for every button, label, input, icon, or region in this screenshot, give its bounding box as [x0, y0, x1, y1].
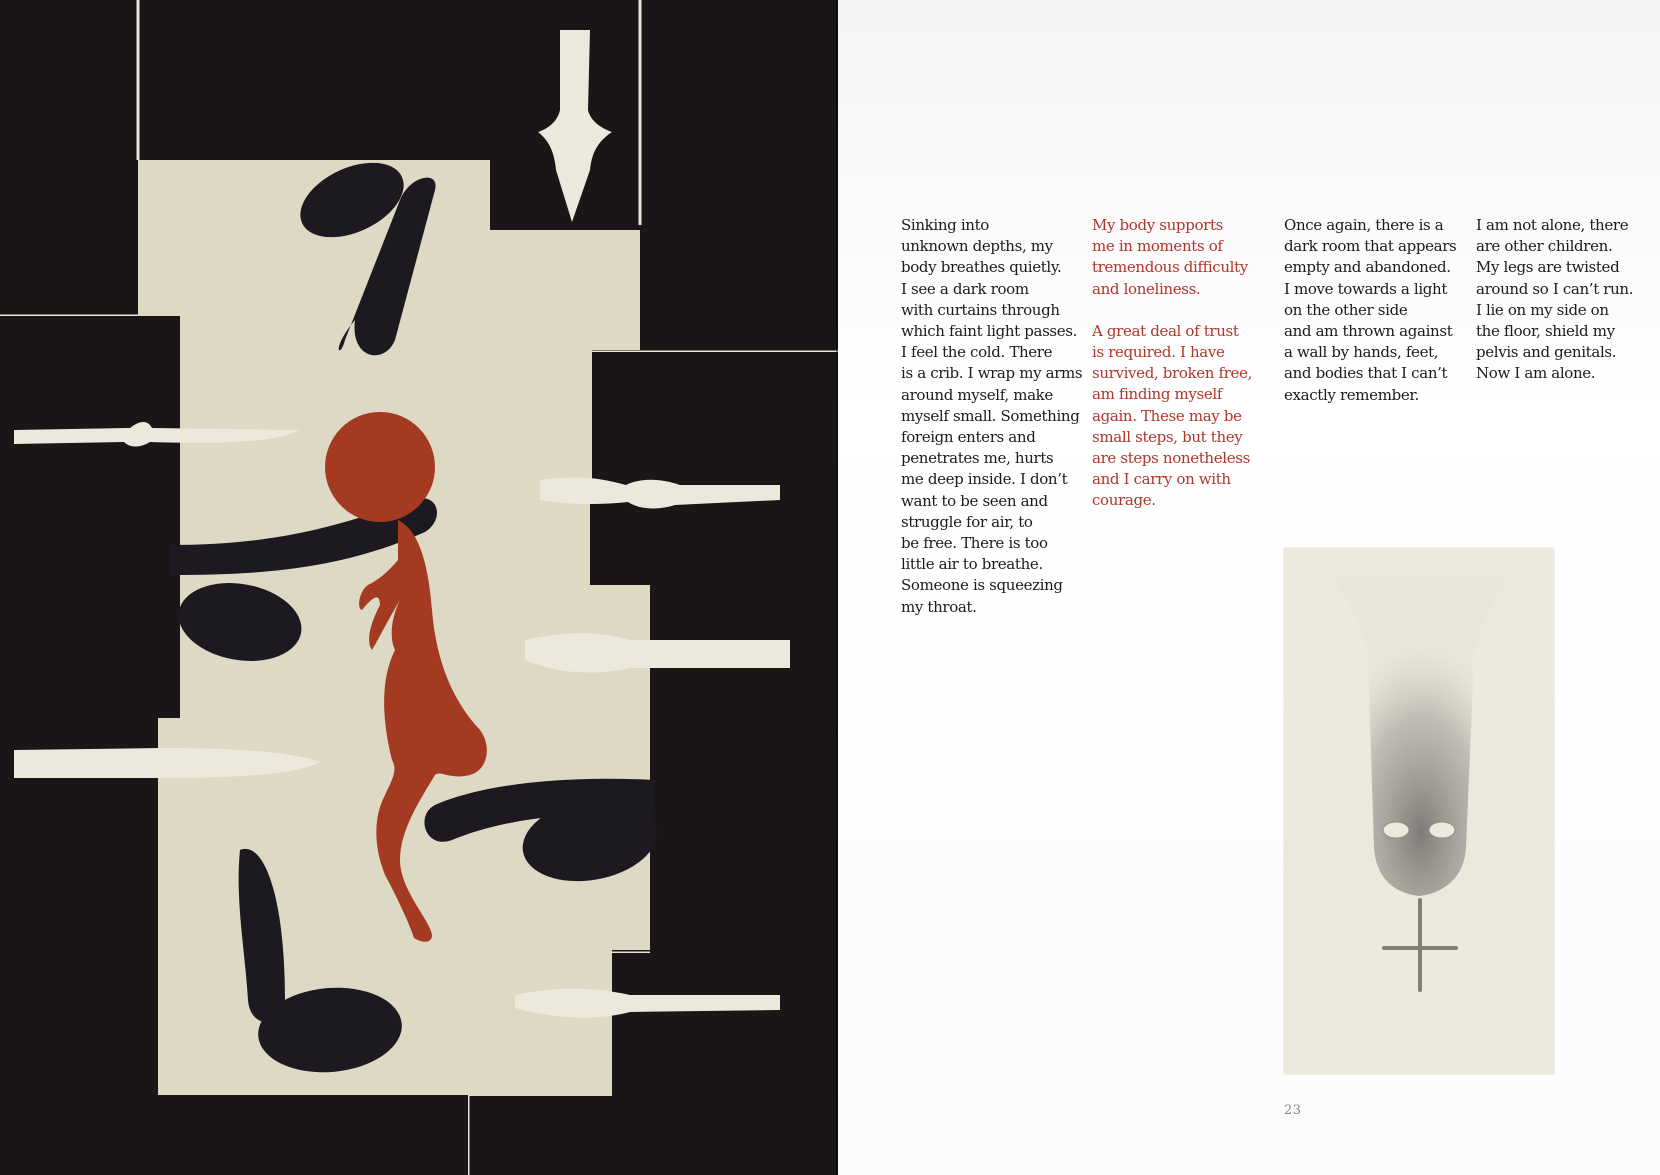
text-column-2-highlight [1092, 215, 1270, 533]
paragraph: A great deal of trust is required. I have survived, broken free, am finding myself again. These may be small steps, but they are steps nonetheless and I carry on with courage. [1092, 321, 1253, 510]
paragraph: My body supports me in moments of tremendous difficulty and loneliness. [1092, 216, 1248, 298]
paragraph: Once again, there is a dark room that appears empty and abandoned. I move towards a light on the other side and am thrown against a wall by hands, feet, and bodies that I can’t exactly remember. [1284, 216, 1457, 404]
paragraph: Sinking into unknown depths, my body breathes quietly. I see a dark room with curtains through which faint light passes. I feel the cold. There is a crib. I wrap my arms around myself, make myself small. Something foreign enters and penetrates me, hurts me deep inside. I don’t want to be seen and struggle for air, to be free. There is too little air to breathe. Someone is squeezing my throat. [901, 216, 1083, 616]
text-column-4 [1476, 215, 1652, 406]
page-number: 23 [1284, 1103, 1302, 1118]
right-page [838, 0, 1660, 1175]
text-column-3 [1284, 215, 1464, 427]
graphite-drawing-illustration [1284, 548, 1554, 1074]
paragraph: I am not alone, there are other children. My legs are twisted around so I can’t run. I lie on my side on the floor, shield my pelvis and genitals. Now I am alone. [1476, 216, 1634, 383]
text-column-1 [901, 215, 1083, 639]
female-symbol-icon [1384, 900, 1456, 990]
